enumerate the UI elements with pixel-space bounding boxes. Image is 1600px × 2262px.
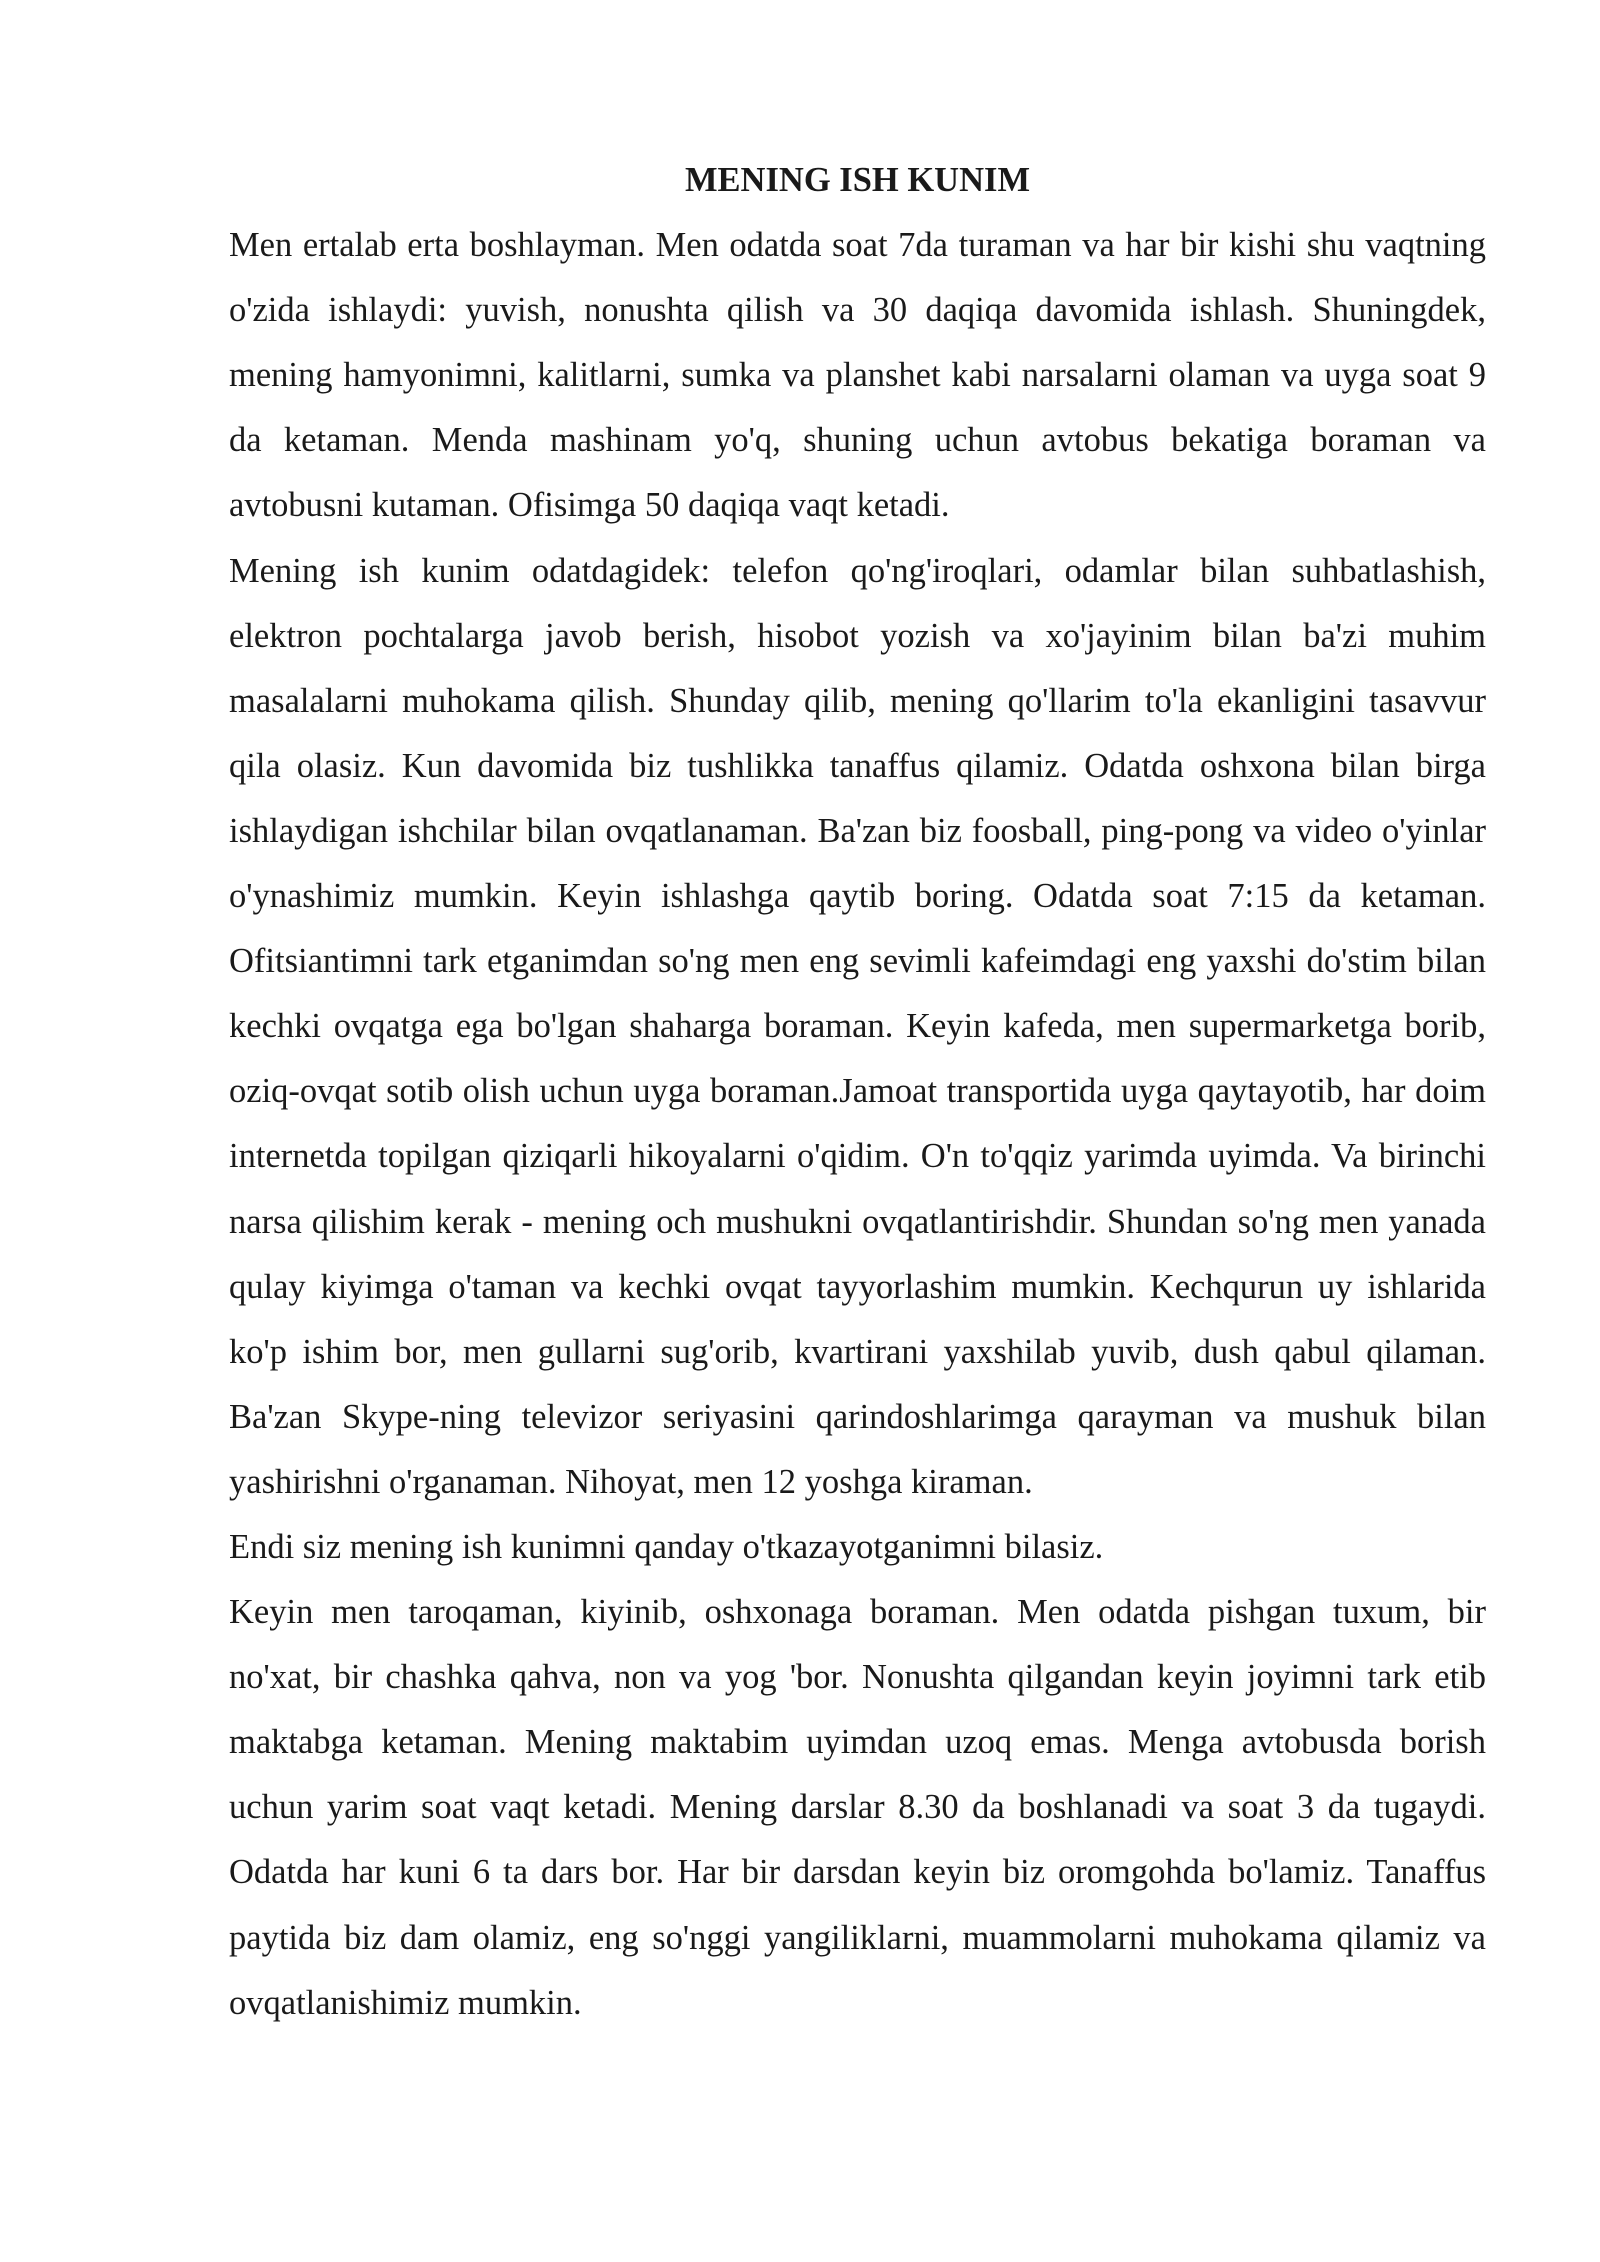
paragraph-summary: Endi siz mening ish kunimni qanday o'tkazayotganimni bilasiz. xyxy=(229,1527,1104,1566)
paragraph-workday: Mening ish kunim odatdagidek: telefon qo'ng'iroqlari, odamlar bilan suhbatlashish, elektron pochtalarga javob berish, hisobot yozish va xo'jayinim bilan ba'zi muhim masalalarni muhokama qilish. Shunday qilib, mening qo'llarim to'la ekanligini tasavvur qila olasiz. Kun davomida biz tushlikka tanaffus qilamiz. Odatda oshxona bilan birga ishlaydigan ishchilar bilan ovqatlanaman. Ba'zan biz foosball, ping-pong va video o'yinlar o'ynashimiz mumkin. Keyin ishlashga qaytib boring. Odatda soat 7:15 da ketaman. Ofitsiantimni tark etganimdan so'ng men eng sevimli kafeimdagi eng yaxshi do'stim bilan kechki ovqatga ega bo'lgan shaharga boraman. Keyin kafeda, men supermarketga borib, oziq-ovqat sotib olish uchun uyga boraman.Jamoat transportida uyga qaytayotib, har doim internetda topilgan qiziqarli hikoyalarni o'qidim. O'n to'qqiz yarimda uyimda. Va birinchi narsa qilishim kerak - mening och mushukni ovqatlantirishdir. Shundan so'ng men yanada qulay kiyimga o'taman va kechki ovqat tayyorlashim mumkin. Kechqurun uy ishlarida ko'p ishim bor, men gullarni sug'orib, kvartirani yaxshilab yuvib, dush qabul qilaman. Ba'zan Skype-ning televizor seriyasini qarindoshlarimga qarayman va mushuk bilan yashirishni o'rganaman. Nihoyat, men 12 yoshga kiraman. xyxy=(229,551,1486,1501)
document-title: MENING ISH KUNIM xyxy=(684,161,1031,199)
document-page xyxy=(229,148,1486,2036)
paragraph-morning: Men ertalab erta boshlayman. Men odatda soat 7da turaman va har bir kishi shu vaqtning o'zida ishlaydi: yuvish, nonushta qilish va 30 daqiqa davomida ishlash. Shuningdek, mening hamyonimni, kalitlarni, sumka va planshet kabi narsalarni olaman va uyga soat 9 da ketaman. Menda mashinam yo'q, shuning uchun avtobus bekatiga boraman va avtobusni kutaman. Ofisimga 50 daqiqa vaqt ketadi. xyxy=(229,226,1486,525)
paragraph-school: Keyin men taroqaman, kiyinib, oshxonaga boraman. Men odatda pishgan tuxum, bir no'xat, bir chashka qahva, non va yog 'bor. Nonushta qilgandan keyin joyimni tark etib maktabga ketaman. Mening maktabim uyimdan uzoq emas. Menga avtobusda borish uchun yarim soat vaqt ketadi. Mening darslar 8.30 da boshlanadi va soat 3 da tugaydi. Odatda har kuni 6 ta dars bor. Har bir darsdan keyin biz oromgohda bo'lamiz. Tanaffus paytida biz dam olamiz, eng so'nggi yangiliklarni, muammolarni muhokama qilamiz va ovqatlanishimiz mumkin. xyxy=(229,1593,1486,2022)
